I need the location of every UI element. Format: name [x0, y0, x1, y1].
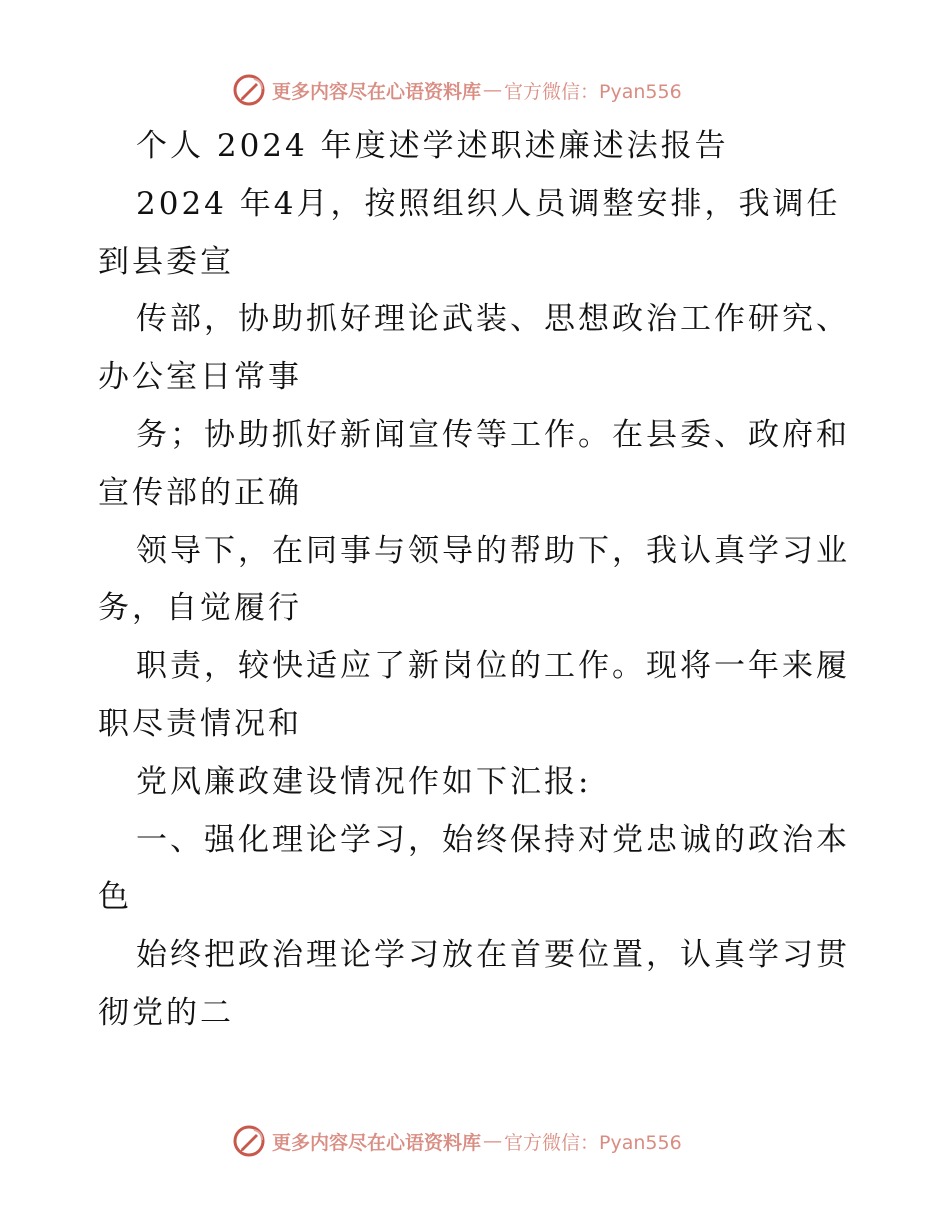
section-heading: 一、强化理论学习，始终保持对党忠诚的政治本: [136, 821, 850, 858]
watermark-contact: 官方微信：Pyan556: [504, 80, 682, 103]
watermark-text: 更多内容尽在心语资料库: [272, 1131, 482, 1154]
paragraph-line: 2024 年4月，按照组织人员调整安排，我调任: [136, 185, 841, 222]
watermark-dash: —: [483, 1130, 503, 1152]
watermark-contact: 官方微信：Pyan556: [504, 1131, 682, 1154]
footer-watermark: [232, 1121, 682, 1161]
paragraph-line: 宣传部的正确: [98, 474, 302, 511]
paragraph-line: 职尽责情况和: [98, 705, 302, 742]
pen-logo-icon: [232, 73, 266, 107]
paragraph-line: 办公室日常事: [98, 359, 302, 396]
paragraph-line: 传部，协助抓好理论武装、思想政治工作研究、: [136, 301, 850, 338]
paragraph-line: 始终把政治理论学习放在首要位置，认真学习贯: [136, 937, 850, 974]
paragraph-line: 务，自觉履行: [98, 590, 302, 627]
header-watermark: [232, 70, 682, 110]
paragraph-line: 彻党的二: [98, 994, 234, 1031]
section-heading-cont: 色: [98, 879, 132, 916]
paragraph-line: 领导下，在同事与领导的帮助下，我认真学习业: [136, 532, 850, 569]
paragraph-line: 职责，较快适应了新岗位的工作。现将一年来履: [136, 648, 850, 685]
paragraph-line: 到县委宣: [98, 243, 234, 280]
watermark-text: 更多内容尽在心语资料库: [272, 80, 482, 103]
document-title: 个人 2024 年度述学述职述廉述法报告: [136, 128, 729, 164]
paragraph-line: 党风廉政建设情况作如下汇报:: [136, 763, 592, 800]
document-body: [98, 118, 858, 1043]
paragraph-line: 务；协助抓好新闻宣传等工作。在县委、政府和: [136, 416, 850, 453]
watermark-dash: —: [483, 79, 503, 101]
pen-logo-icon: [232, 1124, 266, 1158]
